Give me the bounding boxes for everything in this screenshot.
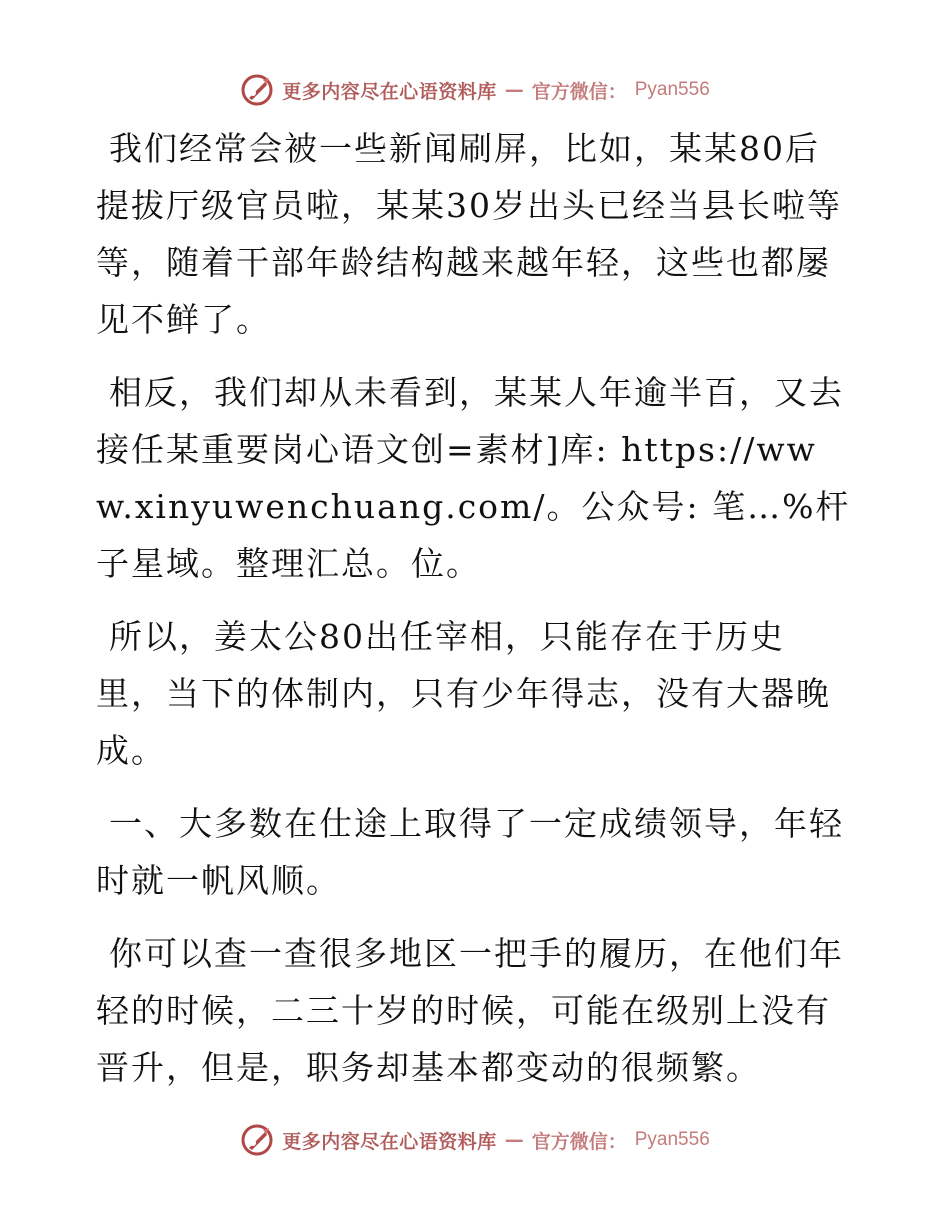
watermark-dash: — <box>504 79 524 101</box>
watermark-official-label: 官方微信： <box>531 1130 627 1153</box>
footer-watermark <box>0 1120 950 1160</box>
paragraph-4: 一、大多数在仕途上取得了一定成绩领导，年轻时就一帆风顺。 <box>96 804 844 900</box>
paragraph-2: 相反，我们却从未看到，某某人年逾半百，又去接任某重要岗心语文创=素材]库: https://www.xinyuwenchuang.com/。公众号: 笔…%杆子星域。整理汇总。位。 <box>96 373 851 583</box>
paragraph-5: 你可以查一查很多地区一把手的履历，在他们年轻的时候，二三十岁的时候，可能在级别上没有晋升，但是，职务却基本都变动的很频繁。 <box>96 934 844 1087</box>
quill-logo-icon <box>240 1123 274 1157</box>
paragraph-3: 所以，姜太公80出任宰相，只能存在于历史里，当下的体制内，只有少年得志，没有大器晚成。 <box>96 617 831 770</box>
paragraph-1: 我们经常会被一些新闻刷屏，比如，某某80后提拔厅级官员啦，某某30岁出头已经当县长啦等等，随着干部年龄结构越来越年轻，这些也都屡见不鲜了。 <box>96 129 842 339</box>
watermark-official-label: 官方微信： <box>531 80 627 103</box>
document-body <box>96 120 852 1112</box>
watermark-site-text: 更多内容尽在心语资料库 <box>282 1130 497 1153</box>
watermark-wechat-id: Pyan556 <box>634 79 710 100</box>
watermark-wechat-id: Pyan556 <box>634 1129 710 1150</box>
quill-logo-icon <box>240 73 274 107</box>
watermark-dash: — <box>504 1129 524 1151</box>
watermark-site-text: 更多内容尽在心语资料库 <box>282 80 497 103</box>
header-watermark <box>0 70 950 110</box>
